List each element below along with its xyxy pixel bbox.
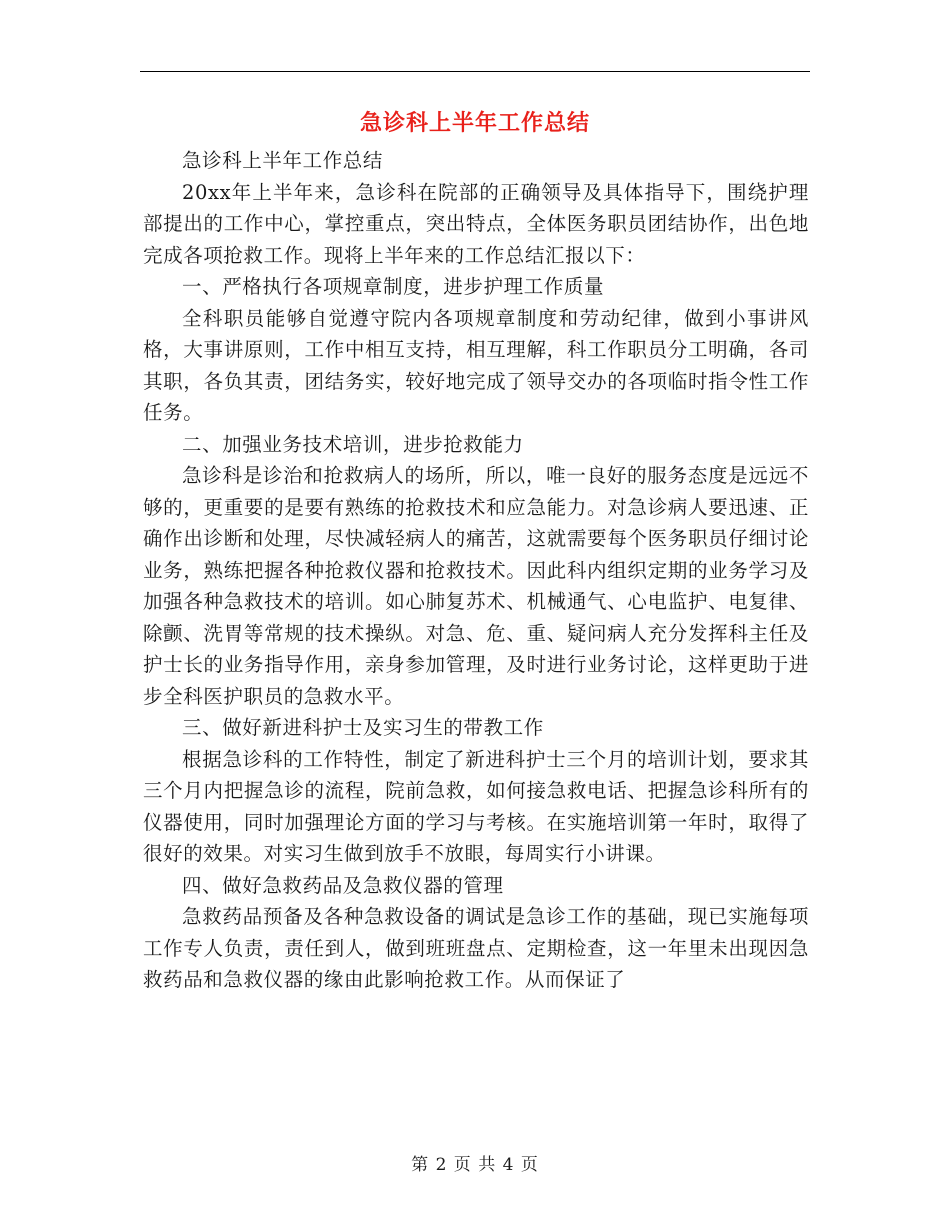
section-heading-4: 四、做好急救药品及急救仪器的管理 — [182, 873, 504, 897]
paragraph-section-4: 急救药品预备及各种急救设备的调试是急诊工作的基础，现已实施每项工作专人负责，责任到人，做到班班盘点、定期检查，这一年里未出现因急救药品和急救仪器的缘由此影响抢救工作。从而保证了 — [143, 905, 809, 991]
section-heading-2: 二、加强业务技术培训，进步抢救能力 — [182, 432, 524, 456]
header-rule — [140, 71, 810, 72]
document-title: 急诊科上半年工作总结 — [359, 111, 590, 136]
section-heading-3: 三、做好新进科护士及实习生的带教工作 — [182, 716, 544, 739]
paragraph-section-2: 急诊科是诊治和抢救病人的场所，所以，唯一良好的服务态度是远远不够的，更重要的是要有熟练的抢救技术和应急能力。对急诊病人要迅速、正确作出诊断和处理，尽快减轻病人的痛苦，这就需要每个医务职员仔细讨论业务，熟练把握各种抢救仪器和抢救技术。因此科内组织定期的业务学习及加强各种急救技术的培训。如心肺复苏术、机械通气、心电监护、电复律、除颤、洗胃等常规的技术操纵。对急、危、重、疑问病人充分发挥科主任及护士长的业务指导作用，亲身参加管理，及时进行业务讨论，这样更助于进步全科医护职员的急救水平。 — [143, 464, 809, 708]
page-number-footer: 第 2 页 共 4 页 — [411, 1155, 539, 1175]
document-body — [143, 145, 809, 996]
paragraph-intro: 20xx年上半年来，急诊科在院部的正确领导及具体指导下，围绕护理部提出的工作中心，掌控重点，突出特点，全体医务职员团结协作，出色地完成各项抢救工作。现将上半年来的工作总结汇报以下： — [143, 180, 809, 267]
section-heading-1: 一、严格执行各项规章制度，进步护理工作质量 — [182, 275, 605, 298]
paragraph-section-3: 根据急诊科的工作特性，制定了新进科护士三个月的培训计划，要求其三个月内把握急诊的流程，院前急救，如何接急救电话、把握急诊科所有的仪器使用，同时加强理论方面的学习与考核。在实施培训第一年时，取得了很好的效果。对实习生做到放手不放眼，每周实行小讲课。 — [143, 747, 809, 865]
paragraph-section-1: 全科职员能够自觉遵守院内各项规章制度和劳动纪律，做到小事讲风格，大事讲原则，工作中相互支持，相互理解，科工作职员分工明确，各司其职，各负其责，团结务实，较好地完成了领导交办的各项临时指令性工作任务。 — [143, 306, 809, 424]
paragraph-subtitle: 急诊科上半年工作总结 — [182, 149, 384, 172]
